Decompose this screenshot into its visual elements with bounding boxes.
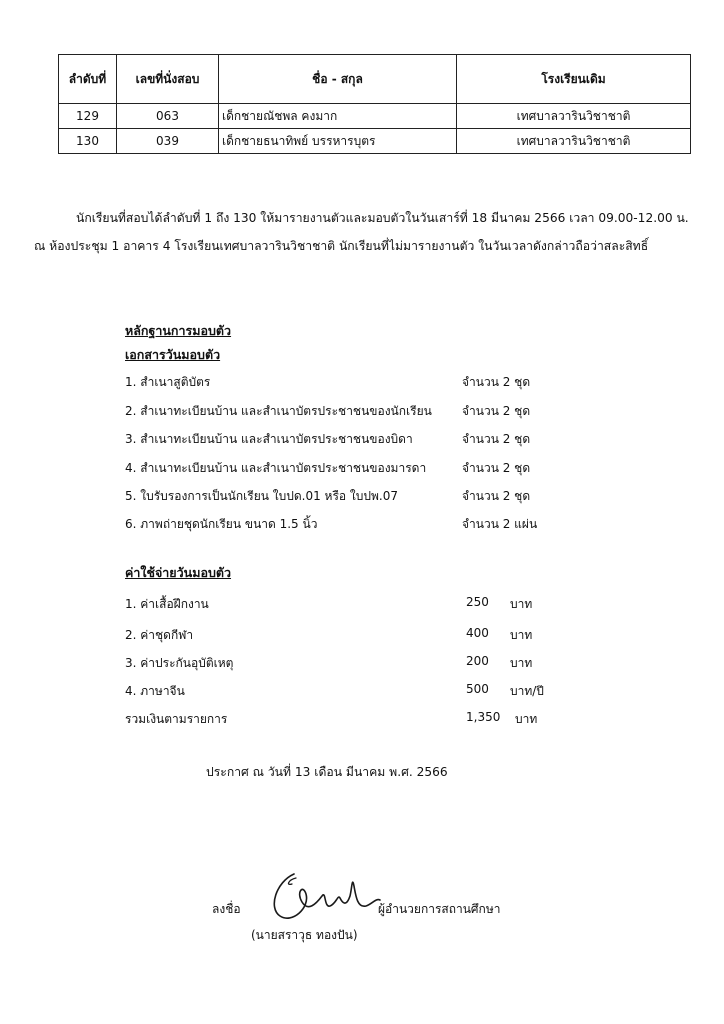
fee-item-label: 4. ภาษาจีน	[125, 684, 185, 698]
document-item-label: 3. สำเนาทะเบียนบ้าน และสำเนาบัตรประชาชนของบิดา	[125, 432, 413, 446]
document-item-qty: จำนวน 2 ชุด	[462, 489, 531, 503]
cell-order: 130	[59, 129, 117, 154]
table-row	[59, 129, 691, 154]
cell-school: เทศบาลวารินวิชาชาติ	[457, 129, 691, 154]
fees-heading: ค่าใช้จ่ายวันมอบตัว	[125, 565, 232, 580]
document-item-qty: จำนวน 2 ชุด	[462, 375, 531, 389]
announcement-date: ประกาศ ณ วันที่ 13 เดือน มีนาคม พ.ศ. 2566	[206, 765, 448, 779]
fee-item-label: 1. ค่าเสื้อฝึกงาน	[125, 597, 209, 611]
fee-total-label: รวมเงินตามรายการ	[125, 712, 228, 726]
fee-total-amount: 1,350	[466, 710, 501, 724]
fee-item-label: 3. ค่าประกันอุบัติเหตุ	[125, 656, 234, 670]
document-item	[125, 430, 585, 450]
fee-item	[125, 654, 585, 674]
cell-name: เด็กชายธนาทิพย์ บรรหารบุตร	[219, 129, 457, 154]
cell-name: เด็กชายณัชพล คงมาก	[219, 104, 457, 129]
document-item-qty: จำนวน 2 ชุด	[462, 404, 531, 418]
header-seat-number: เลขที่นั่งสอบ	[117, 55, 219, 104]
document-item	[125, 515, 585, 535]
fee-item-amount: 400	[466, 626, 489, 640]
table-header-row	[59, 55, 691, 104]
document-item-label: 2. สำเนาทะเบียนบ้าน และสำเนาบัตรประชาชนของนักเรียน	[125, 404, 432, 418]
fee-item-amount: 250	[466, 595, 489, 609]
evidence-heading: หลักฐานการมอบตัว	[125, 323, 232, 338]
fee-total	[125, 710, 585, 730]
document-item-label: 5. ใบรับรองการเป็นนักเรียน ใบปด.01 หรือ ใบปพ.07	[125, 489, 398, 503]
notice-line-1: นักเรียนที่สอบได้ลำดับที่ 1 ถึง 130 ให้มารายงานตัวและมอบตัวในวันเสาร์ที่ 18 มีนาคม 2566 เวลา 09.00-12.00 น.	[76, 211, 689, 225]
documents-heading: เอกสารวันมอบตัว	[125, 347, 221, 362]
table-row	[59, 104, 691, 129]
cell-seat: 039	[117, 129, 219, 154]
fee-item-unit: บาท	[510, 597, 533, 611]
document-item-label: 6. ภาพถ่ายชุดนักเรียน ขนาด 1.5 นิ้ว	[125, 517, 318, 531]
fee-total-unit: บาท	[515, 712, 538, 726]
fee-item-unit: บาท	[510, 656, 533, 670]
signatory-name: (นายสราวุธ ทองปัน)	[251, 928, 358, 942]
cell-order: 129	[59, 104, 117, 129]
document-item	[125, 487, 585, 507]
fee-item	[125, 682, 585, 702]
fee-item-unit: บาท/ปี	[510, 684, 544, 698]
fee-item	[125, 626, 585, 646]
document-item-qty: จำนวน 2 แผ่น	[462, 517, 538, 531]
fee-item	[125, 595, 585, 615]
document-item-label: 1. สำเนาสูติบัตร	[125, 375, 211, 389]
header-order: ลำดับที่	[59, 55, 117, 104]
header-former-school: โรงเรียนเดิม	[457, 55, 691, 104]
notice-line-2: ณ ห้องประชุม 1 อาคาร 4 โรงเรียนเทศบาลวารินวิชาชาติ นักเรียนที่ไม่มารายงานตัว ในวันเวลาดังกล่าวถือว่าสละสิทธิ์	[34, 239, 649, 253]
fee-item-label: 2. ค่าชุดกีฬา	[125, 628, 194, 642]
student-table	[58, 54, 691, 154]
document-item-label: 4. สำเนาทะเบียนบ้าน และสำเนาบัตรประชาชนของมารดา	[125, 461, 427, 475]
document-item-qty: จำนวน 2 ชุด	[462, 432, 531, 446]
document-item	[125, 459, 585, 479]
signature-label: ลงชื่อ	[212, 902, 241, 916]
cell-seat: 063	[117, 104, 219, 129]
fee-item-amount: 200	[466, 654, 489, 668]
cell-school: เทศบาลวารินวิชาชาติ	[457, 104, 691, 129]
signatory-title: ผู้อำนวยการสถานศึกษา	[378, 902, 501, 916]
document-item-qty: จำนวน 2 ชุด	[462, 461, 531, 475]
header-full-name: ชื่อ - สกุล	[219, 55, 457, 104]
fee-item-unit: บาท	[510, 628, 533, 642]
document-item	[125, 373, 585, 393]
fee-item-amount: 500	[466, 682, 489, 696]
signature-image	[266, 868, 384, 932]
document-item	[125, 402, 585, 422]
